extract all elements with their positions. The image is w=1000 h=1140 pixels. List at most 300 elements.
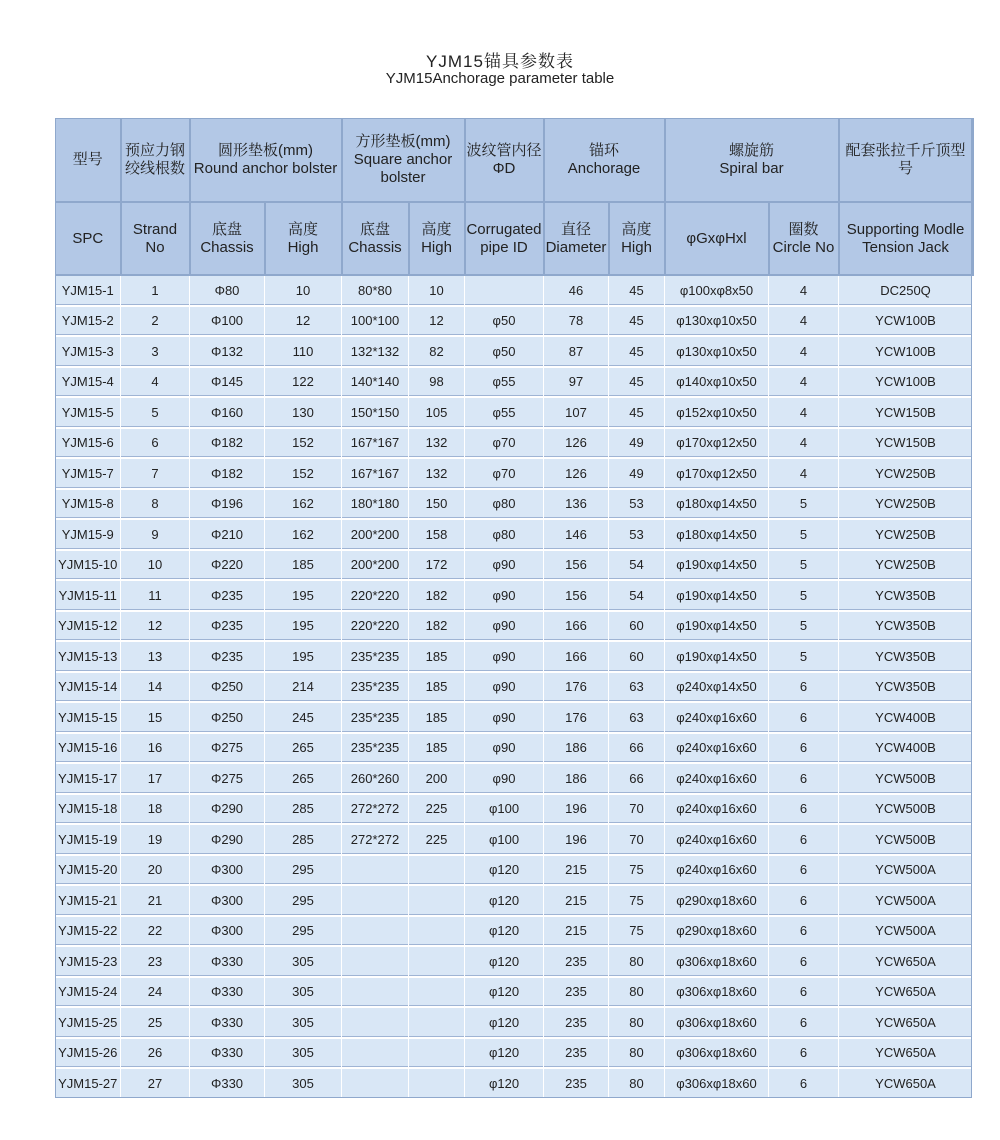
cell-square-chassis: 220*220	[342, 580, 409, 611]
cell-spiral-spec: φ170xφ12x50	[665, 428, 769, 459]
cell-circle-no: 6	[769, 702, 839, 733]
cell-strand-no: 14	[121, 672, 190, 703]
cell-jack-model: YCW350B	[839, 672, 973, 703]
cell-round-high: 285	[265, 794, 342, 825]
cell-anchor-high: 80	[609, 1007, 665, 1038]
cell-square-high: 158	[409, 519, 465, 550]
table-row	[56, 885, 973, 916]
table-row	[56, 275, 973, 306]
cell-strand-no: 27	[121, 1068, 190, 1099]
cell-jack-model: YCW250B	[839, 519, 973, 550]
cell-anchor-high: 60	[609, 641, 665, 672]
cell-square-high: 182	[409, 611, 465, 642]
cell-anchor-high: 53	[609, 519, 665, 550]
cell-round-chassis: Φ210	[190, 519, 265, 550]
header-tension-jack: Supporting Modle Tension Jack	[839, 202, 973, 275]
cell-round-chassis: Φ160	[190, 397, 265, 428]
table-row	[56, 611, 973, 642]
cell-square-chassis: 180*180	[342, 489, 409, 520]
cell-jack-model: YCW250B	[839, 550, 973, 581]
header-spc: SPC	[56, 202, 121, 275]
cell-spiral-spec: φ306xφ18x60	[665, 1007, 769, 1038]
table-row	[56, 916, 973, 947]
table-row	[56, 763, 973, 794]
cell-round-high: 295	[265, 855, 342, 886]
cell-circle-no: 6	[769, 1068, 839, 1099]
cell-circle-no: 6	[769, 1007, 839, 1038]
cell-strand-no: 3	[121, 336, 190, 367]
cell-model: YJM15-16	[56, 733, 121, 764]
table-row	[56, 946, 973, 977]
table-row	[56, 794, 973, 825]
cell-square-chassis: 235*235	[342, 641, 409, 672]
cell-diameter: 215	[544, 855, 609, 886]
cell-jack-model: YCW150B	[839, 428, 973, 459]
cell-pipe-id: φ120	[465, 977, 544, 1008]
cell-round-high: 295	[265, 916, 342, 947]
cell-round-high: 265	[265, 763, 342, 794]
cell-diameter: 166	[544, 611, 609, 642]
cell-jack-model: YCW400B	[839, 702, 973, 733]
cell-circle-no: 6	[769, 733, 839, 764]
header-spiral-bar: 螺旋筋 Spiral bar	[665, 119, 839, 203]
cell-pipe-id: φ120	[465, 1068, 544, 1099]
cell-square-chassis: 235*235	[342, 733, 409, 764]
cell-round-chassis: Φ275	[190, 733, 265, 764]
cell-square-chassis	[342, 855, 409, 886]
cell-circle-no: 6	[769, 885, 839, 916]
cell-model: YJM15-21	[56, 885, 121, 916]
table-row	[56, 977, 973, 1008]
cell-model: YJM15-13	[56, 641, 121, 672]
header-anchorage: 锚环 Anchorage	[544, 119, 665, 203]
cell-diameter: 156	[544, 580, 609, 611]
table-row	[56, 641, 973, 672]
cell-square-chassis: 140*140	[342, 367, 409, 398]
cell-circle-no: 4	[769, 336, 839, 367]
cell-jack-model: YCW650A	[839, 1038, 973, 1069]
table-row	[56, 580, 973, 611]
cell-pipe-id: φ90	[465, 580, 544, 611]
cell-square-chassis	[342, 946, 409, 977]
cell-round-chassis: Φ220	[190, 550, 265, 581]
cell-square-high: 132	[409, 428, 465, 459]
cell-round-chassis: Φ235	[190, 641, 265, 672]
cell-round-high: 295	[265, 885, 342, 916]
cell-jack-model: YCW650A	[839, 1007, 973, 1038]
cell-jack-model: YCW500B	[839, 824, 973, 855]
cell-square-chassis	[342, 916, 409, 947]
cell-pipe-id: φ90	[465, 733, 544, 764]
cell-model: YJM15-26	[56, 1038, 121, 1069]
cell-model: YJM15-2	[56, 306, 121, 337]
cell-spiral-spec: φ240xφ16x60	[665, 824, 769, 855]
table-row	[56, 367, 973, 398]
cell-round-chassis: Φ300	[190, 855, 265, 886]
cell-spiral-spec: φ240xφ16x60	[665, 733, 769, 764]
header-diameter: 直径 Diameter	[544, 202, 609, 275]
header-round-chassis: 底盘 Chassis	[190, 202, 265, 275]
header-square-high: 高度 High	[409, 202, 465, 275]
cell-strand-no: 20	[121, 855, 190, 886]
cell-square-chassis: 260*260	[342, 763, 409, 794]
header-round-bolster: 圆形垫板(mm) Round anchor bolster	[190, 119, 342, 203]
cell-diameter: 107	[544, 397, 609, 428]
header-pipe-id: Corrugated pipe ID	[465, 202, 544, 275]
cell-jack-model: YCW350B	[839, 641, 973, 672]
cell-strand-no: 17	[121, 763, 190, 794]
cell-square-chassis: 132*132	[342, 336, 409, 367]
cell-jack-model: DC250Q	[839, 275, 973, 306]
cell-anchor-high: 80	[609, 1068, 665, 1099]
cell-diameter: 235	[544, 1068, 609, 1099]
table-body	[56, 275, 973, 1099]
cell-pipe-id: φ120	[465, 946, 544, 977]
cell-square-chassis: 220*220	[342, 611, 409, 642]
cell-model: YJM15-22	[56, 916, 121, 947]
cell-square-chassis: 150*150	[342, 397, 409, 428]
cell-anchor-high: 75	[609, 885, 665, 916]
cell-strand-no: 10	[121, 550, 190, 581]
table-row	[56, 397, 973, 428]
cell-round-high: 110	[265, 336, 342, 367]
cell-model: YJM15-20	[56, 855, 121, 886]
cell-strand-no: 16	[121, 733, 190, 764]
cell-diameter: 156	[544, 550, 609, 581]
cell-strand-no: 12	[121, 611, 190, 642]
cell-diameter: 196	[544, 824, 609, 855]
cell-anchor-high: 49	[609, 428, 665, 459]
cell-circle-no: 6	[769, 1038, 839, 1069]
cell-anchor-high: 45	[609, 306, 665, 337]
cell-pipe-id: φ70	[465, 458, 544, 489]
cell-round-chassis: Φ330	[190, 946, 265, 977]
cell-model: YJM15-4	[56, 367, 121, 398]
cell-model: YJM15-12	[56, 611, 121, 642]
cell-jack-model: YCW100B	[839, 367, 973, 398]
cell-pipe-id: φ90	[465, 672, 544, 703]
cell-round-high: 10	[265, 275, 342, 306]
cell-square-high	[409, 1038, 465, 1069]
cell-jack-model: YCW650A	[839, 1068, 973, 1099]
cell-spiral-spec: φ306xφ18x60	[665, 977, 769, 1008]
cell-spiral-spec: φ130xφ10x50	[665, 336, 769, 367]
cell-square-chassis	[342, 1068, 409, 1099]
cell-anchor-high: 75	[609, 855, 665, 886]
cell-pipe-id: φ120	[465, 916, 544, 947]
cell-round-high: 305	[265, 977, 342, 1008]
cell-square-chassis: 200*200	[342, 550, 409, 581]
cell-round-high: 305	[265, 946, 342, 977]
cell-jack-model: YCW250B	[839, 489, 973, 520]
cell-spiral-spec: φ190xφ14x50	[665, 611, 769, 642]
cell-strand-no: 18	[121, 794, 190, 825]
cell-pipe-id: φ90	[465, 550, 544, 581]
cell-square-chassis: 167*167	[342, 428, 409, 459]
cell-round-high: 265	[265, 733, 342, 764]
cell-round-high: 305	[265, 1038, 342, 1069]
cell-strand-no: 22	[121, 916, 190, 947]
cell-strand-no: 7	[121, 458, 190, 489]
cell-diameter: 97	[544, 367, 609, 398]
cell-diameter: 235	[544, 977, 609, 1008]
cell-round-high: 245	[265, 702, 342, 733]
cell-diameter: 196	[544, 794, 609, 825]
cell-square-high	[409, 855, 465, 886]
cell-model: YJM15-14	[56, 672, 121, 703]
cell-pipe-id: φ120	[465, 1007, 544, 1038]
cell-jack-model: YCW150B	[839, 397, 973, 428]
cell-spiral-spec: φ306xφ18x60	[665, 1068, 769, 1099]
cell-model: YJM15-18	[56, 794, 121, 825]
cell-anchor-high: 49	[609, 458, 665, 489]
cell-square-high: 150	[409, 489, 465, 520]
cell-round-chassis: Φ275	[190, 763, 265, 794]
cell-pipe-id: φ90	[465, 763, 544, 794]
cell-spiral-spec: φ240xφ16x60	[665, 763, 769, 794]
cell-round-chassis: Φ250	[190, 672, 265, 703]
table-title-chinese: YJM15锚具参数表	[426, 52, 574, 71]
cell-model: YJM15-10	[56, 550, 121, 581]
cell-spiral-spec: φ170xφ12x50	[665, 458, 769, 489]
cell-strand-no: 15	[121, 702, 190, 733]
cell-circle-no: 5	[769, 519, 839, 550]
header-spiral-spec: φGxφHxl	[665, 202, 769, 275]
cell-diameter: 126	[544, 428, 609, 459]
cell-model: YJM15-1	[56, 275, 121, 306]
cell-round-high: 214	[265, 672, 342, 703]
cell-jack-model: YCW650A	[839, 946, 973, 977]
cell-round-chassis: Φ132	[190, 336, 265, 367]
cell-circle-no: 4	[769, 275, 839, 306]
cell-round-chassis: Φ300	[190, 916, 265, 947]
cell-diameter: 136	[544, 489, 609, 520]
cell-pipe-id: φ100	[465, 794, 544, 825]
cell-strand-no: 23	[121, 946, 190, 977]
cell-circle-no: 6	[769, 672, 839, 703]
cell-jack-model: YCW500B	[839, 794, 973, 825]
cell-circle-no: 6	[769, 916, 839, 947]
cell-round-high: 12	[265, 306, 342, 337]
cell-square-chassis: 272*272	[342, 794, 409, 825]
cell-pipe-id	[465, 275, 544, 306]
cell-model: YJM15-23	[56, 946, 121, 977]
cell-strand-no: 19	[121, 824, 190, 855]
cell-anchor-high: 53	[609, 489, 665, 520]
cell-anchor-high: 60	[609, 611, 665, 642]
cell-pipe-id: φ80	[465, 519, 544, 550]
table-row	[56, 1007, 973, 1038]
cell-pipe-id: φ100	[465, 824, 544, 855]
cell-model: YJM15-11	[56, 580, 121, 611]
cell-circle-no: 4	[769, 367, 839, 398]
cell-spiral-spec: φ140xφ10x50	[665, 367, 769, 398]
header-model: 型号	[56, 119, 121, 203]
cell-anchor-high: 80	[609, 946, 665, 977]
cell-model: YJM15-25	[56, 1007, 121, 1038]
cell-model: YJM15-7	[56, 458, 121, 489]
cell-jack-model: YCW100B	[839, 306, 973, 337]
cell-diameter: 186	[544, 763, 609, 794]
cell-jack-model: YCW350B	[839, 611, 973, 642]
cell-pipe-id: φ50	[465, 336, 544, 367]
cell-round-chassis: Φ182	[190, 428, 265, 459]
cell-spiral-spec: φ152xφ10x50	[665, 397, 769, 428]
cell-round-high: 305	[265, 1068, 342, 1099]
cell-pipe-id: φ80	[465, 489, 544, 520]
cell-round-high: 162	[265, 519, 342, 550]
cell-round-chassis: Φ100	[190, 306, 265, 337]
cell-circle-no: 5	[769, 550, 839, 581]
cell-round-chassis: Φ290	[190, 794, 265, 825]
table-row	[56, 1068, 973, 1099]
cell-square-high	[409, 946, 465, 977]
table-row	[56, 306, 973, 337]
cell-model: YJM15-19	[56, 824, 121, 855]
cell-model: YJM15-27	[56, 1068, 121, 1099]
cell-anchor-high: 80	[609, 977, 665, 1008]
cell-square-high: 185	[409, 641, 465, 672]
cell-round-high: 285	[265, 824, 342, 855]
cell-model: YJM15-3	[56, 336, 121, 367]
cell-jack-model: YCW400B	[839, 733, 973, 764]
cell-strand-no: 26	[121, 1038, 190, 1069]
cell-round-chassis: Φ182	[190, 458, 265, 489]
cell-pipe-id: φ55	[465, 397, 544, 428]
cell-square-chassis	[342, 977, 409, 1008]
cell-spiral-spec: φ180xφ14x50	[665, 489, 769, 520]
cell-strand-no: 5	[121, 397, 190, 428]
header-row-columns	[56, 202, 973, 275]
cell-circle-no: 6	[769, 824, 839, 855]
cell-circle-no: 4	[769, 428, 839, 459]
cell-diameter: 78	[544, 306, 609, 337]
cell-anchor-high: 70	[609, 794, 665, 825]
header-row-groups	[56, 119, 973, 203]
cell-diameter: 176	[544, 702, 609, 733]
header-square-chassis: 底盘 Chassis	[342, 202, 409, 275]
cell-model: YJM15-24	[56, 977, 121, 1008]
cell-diameter: 166	[544, 641, 609, 672]
parameter-table-container	[55, 118, 972, 1100]
cell-jack-model: YCW100B	[839, 336, 973, 367]
cell-anchor-high: 66	[609, 733, 665, 764]
cell-pipe-id: φ55	[465, 367, 544, 398]
cell-round-chassis: Φ196	[190, 489, 265, 520]
cell-square-high: 82	[409, 336, 465, 367]
cell-pipe-id: φ70	[465, 428, 544, 459]
cell-round-chassis: Φ330	[190, 977, 265, 1008]
cell-square-chassis: 272*272	[342, 824, 409, 855]
cell-jack-model: YCW650A	[839, 977, 973, 1008]
cell-diameter: 235	[544, 1007, 609, 1038]
cell-square-high	[409, 1007, 465, 1038]
table-header	[56, 119, 973, 276]
cell-pipe-id: φ90	[465, 641, 544, 672]
cell-square-high: 185	[409, 733, 465, 764]
cell-strand-no: 4	[121, 367, 190, 398]
cell-round-chassis: Φ330	[190, 1068, 265, 1099]
cell-anchor-high: 75	[609, 916, 665, 947]
cell-spiral-spec: φ306xφ18x60	[665, 1038, 769, 1069]
cell-anchor-high: 45	[609, 397, 665, 428]
cell-jack-model: YCW500A	[839, 855, 973, 886]
cell-circle-no: 4	[769, 458, 839, 489]
table-row	[56, 519, 973, 550]
cell-square-chassis: 80*80	[342, 275, 409, 306]
cell-pipe-id: φ50	[465, 306, 544, 337]
cell-spiral-spec: φ290xφ18x60	[665, 885, 769, 916]
cell-square-high	[409, 977, 465, 1008]
cell-round-high: 152	[265, 458, 342, 489]
cell-spiral-spec: φ240xφ16x60	[665, 855, 769, 886]
cell-anchor-high: 63	[609, 672, 665, 703]
cell-circle-no: 6	[769, 763, 839, 794]
cell-jack-model: YCW350B	[839, 580, 973, 611]
cell-anchor-high: 80	[609, 1038, 665, 1069]
cell-square-chassis: 100*100	[342, 306, 409, 337]
cell-square-high: 200	[409, 763, 465, 794]
cell-square-high: 185	[409, 672, 465, 703]
cell-model: YJM15-9	[56, 519, 121, 550]
cell-spiral-spec: φ190xφ14x50	[665, 550, 769, 581]
cell-square-chassis	[342, 1007, 409, 1038]
table-row	[56, 855, 973, 886]
header-circle-no: 圈数 Circle No	[769, 202, 839, 275]
cell-diameter: 146	[544, 519, 609, 550]
cell-round-chassis: Φ300	[190, 885, 265, 916]
cell-strand-no: 13	[121, 641, 190, 672]
cell-round-high: 195	[265, 611, 342, 642]
anchorage-parameter-table	[55, 118, 974, 1100]
cell-round-chassis: Φ235	[190, 580, 265, 611]
cell-circle-no: 6	[769, 855, 839, 886]
cell-strand-no: 6	[121, 428, 190, 459]
cell-round-high: 185	[265, 550, 342, 581]
cell-spiral-spec: φ130xφ10x50	[665, 306, 769, 337]
cell-model: YJM15-6	[56, 428, 121, 459]
cell-circle-no: 4	[769, 397, 839, 428]
header-corrugated-pipe: 波纹管内径 ΦD	[465, 119, 544, 203]
cell-round-chassis: Φ330	[190, 1038, 265, 1069]
cell-diameter: 176	[544, 672, 609, 703]
cell-spiral-spec: φ240xφ16x60	[665, 702, 769, 733]
cell-anchor-high: 54	[609, 550, 665, 581]
cell-square-high: 98	[409, 367, 465, 398]
cell-round-chassis: Φ80	[190, 275, 265, 306]
header-jack-model: 配套张拉千斤顶型号	[839, 119, 973, 203]
cell-diameter: 215	[544, 885, 609, 916]
cell-diameter: 87	[544, 336, 609, 367]
cell-anchor-high: 45	[609, 336, 665, 367]
cell-spiral-spec: φ180xφ14x50	[665, 519, 769, 550]
cell-round-high: 195	[265, 580, 342, 611]
cell-strand-no: 8	[121, 489, 190, 520]
cell-jack-model: YCW500A	[839, 885, 973, 916]
cell-pipe-id: φ90	[465, 702, 544, 733]
table-row	[56, 702, 973, 733]
cell-spiral-spec: φ190xφ14x50	[665, 580, 769, 611]
cell-round-high: 152	[265, 428, 342, 459]
cell-jack-model: YCW500A	[839, 916, 973, 947]
cell-square-high: 12	[409, 306, 465, 337]
cell-strand-no: 9	[121, 519, 190, 550]
cell-round-high: 122	[265, 367, 342, 398]
cell-spiral-spec: φ290xφ18x60	[665, 916, 769, 947]
cell-square-chassis: 235*235	[342, 672, 409, 703]
cell-diameter: 46	[544, 275, 609, 306]
cell-round-high: 305	[265, 1007, 342, 1038]
